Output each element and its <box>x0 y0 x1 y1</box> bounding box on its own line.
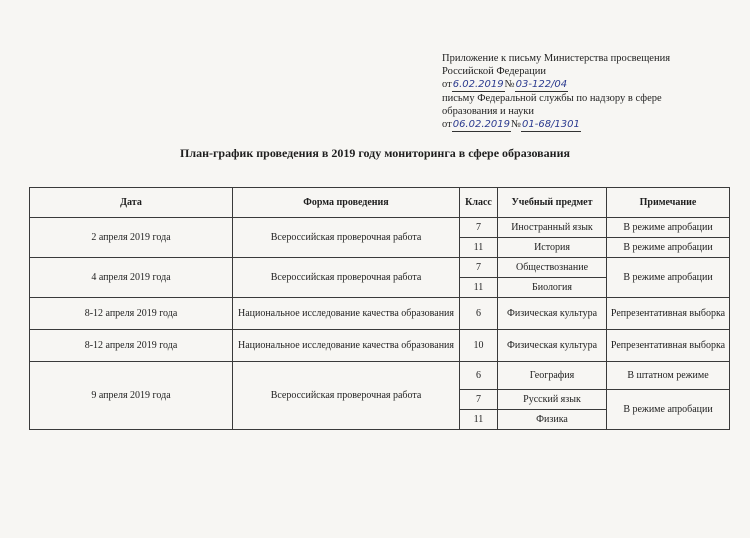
grade-cell: 7 <box>460 390 498 410</box>
table-row <box>30 362 730 390</box>
grade-cell: 10 <box>460 330 498 362</box>
grade-cell: 11 <box>460 278 498 298</box>
form-cell: Всероссийская проверочная работа <box>233 218 460 258</box>
header-number-sign-2: № <box>510 119 521 130</box>
column-header-note: Примечание <box>607 188 730 218</box>
handwritten-number: 03-122/04 <box>515 79 568 90</box>
subject-cell: Обществознание <box>498 258 607 278</box>
header-line-3 <box>442 78 732 92</box>
handwritten-date-2: 06.02.2019 <box>452 119 510 130</box>
grade-cell: 11 <box>460 410 498 430</box>
header-line-6 <box>442 118 732 132</box>
document-title: План-график проведения в 2019 году мониторинга в сфере образования <box>180 146 570 160</box>
subject-cell: География <box>498 362 607 390</box>
grade-cell: 7 <box>460 218 498 238</box>
header-line-5: образования и науки <box>442 106 534 117</box>
date-cell: 8-12 апреля 2019 года <box>30 330 233 362</box>
note-cell: В режиме апробации <box>607 258 730 298</box>
date-cell: 9 апреля 2019 года <box>30 362 233 430</box>
table-row <box>30 258 730 278</box>
form-cell: Национальное исследование качества образования <box>233 330 460 362</box>
table-row <box>30 218 730 238</box>
header-number-sign: № <box>504 79 515 90</box>
subject-cell: Физическая культура <box>498 330 607 362</box>
header-from-label-2: от <box>442 119 452 130</box>
form-cell: Национальное исследование качества образования <box>233 298 460 330</box>
grade-cell: 6 <box>460 362 498 390</box>
cover-letter-reference <box>442 52 732 132</box>
date-cell: 2 апреля 2019 года <box>30 218 233 258</box>
subject-cell: Физика <box>498 410 607 430</box>
handwritten-number-2: 01-68/1301 <box>522 119 580 130</box>
table-row <box>30 298 730 330</box>
header-line-4: письму Федеральной службы по надзору в сфере <box>442 93 662 104</box>
grade-cell: 7 <box>460 258 498 278</box>
note-cell: В штатном режиме <box>607 362 730 390</box>
subject-cell: Физическая культура <box>498 298 607 330</box>
column-header-subject: Учебный предмет <box>498 188 607 218</box>
column-header-form: Форма проведения <box>233 188 460 218</box>
form-cell: Всероссийская проверочная работа <box>233 362 460 430</box>
grade-cell: 11 <box>460 238 498 258</box>
subject-cell: Биология <box>498 278 607 298</box>
column-header-grade: Класс <box>460 188 498 218</box>
date-cell: 4 апреля 2019 года <box>30 258 233 298</box>
handwritten-date: 6.02.2019 <box>452 79 504 90</box>
header-line-1: Приложение к письму Министерства просвещения <box>442 53 671 64</box>
subject-cell: Русский язык <box>498 390 607 410</box>
note-cell: Репрезентативная выборка <box>607 298 730 330</box>
header-line-2: Российской Федерации <box>442 66 546 77</box>
note-cell: Репрезентативная выборка <box>607 330 730 362</box>
table-row <box>30 330 730 362</box>
grade-cell: 6 <box>460 298 498 330</box>
schedule-table <box>29 187 730 430</box>
column-header-date: Дата <box>30 188 233 218</box>
form-cell: Всероссийская проверочная работа <box>233 258 460 298</box>
date-cell: 8-12 апреля 2019 года <box>30 298 233 330</box>
subject-cell: Иностранный язык <box>498 218 607 238</box>
subject-cell: История <box>498 238 607 258</box>
note-cell: В режиме апробации <box>607 238 730 258</box>
table-header-row <box>30 188 730 218</box>
header-from-label: от <box>442 79 452 90</box>
note-cell: В режиме апробации <box>607 218 730 238</box>
note-cell: В режиме апробации <box>607 390 730 430</box>
